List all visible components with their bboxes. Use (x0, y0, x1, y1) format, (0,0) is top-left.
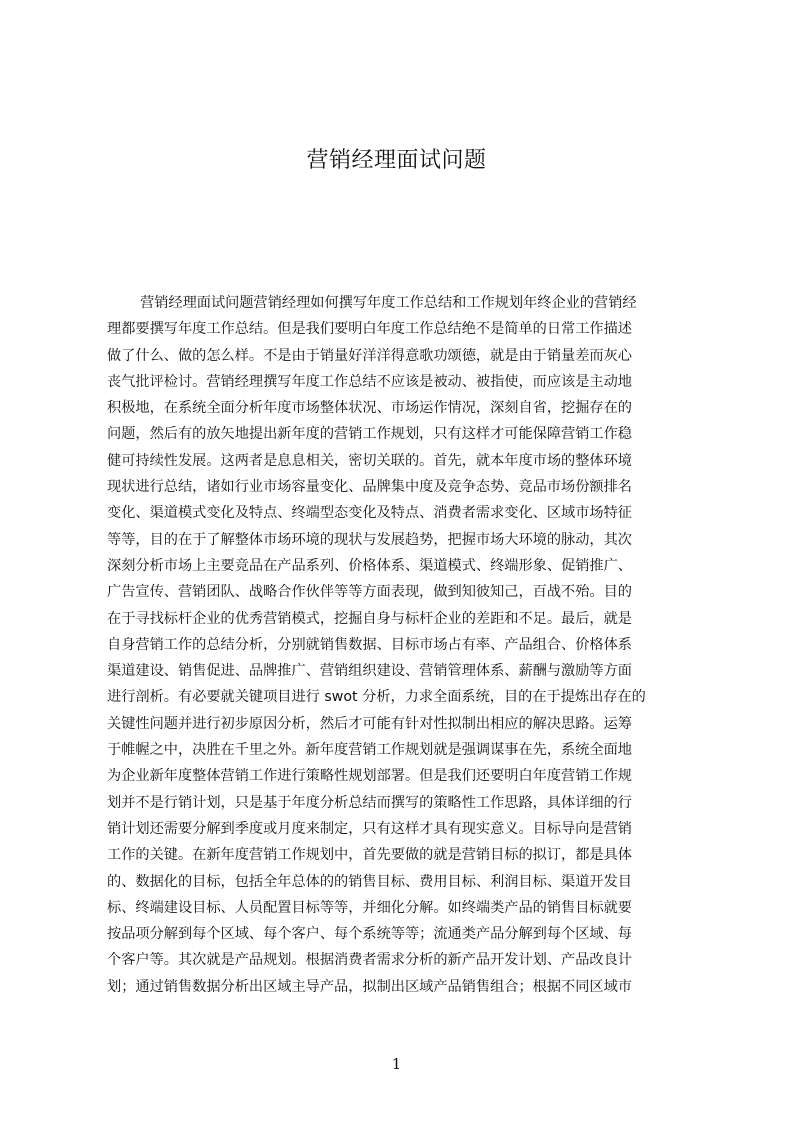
text-line: 丧气批评检讨。营销经理撰写年度工作总结不应该是被动、被指使，而应该是主动地 (107, 373, 632, 390)
text-line: 进行剖析。有必要就关键项目进行 swot 分析，力求全面系统，目的在于提炼出存在的 (107, 689, 646, 706)
text-line: 现状进行总结，诸如行业市场容量变化、品牌集中度及竞争态势、竞品市场份额排名 (107, 479, 632, 496)
page-number: 1 (391, 1055, 402, 1073)
text-line: 问题，然后有的放矢地提出新年度的营销工作规划，只有这样才可能保障营销工作稳 (107, 426, 632, 443)
text-line: 渠道建设、销售促进、品牌推广、营销组织建设、营销管理体系、薪酬与激励等方面 (107, 663, 632, 680)
text-line: 理都要撰写年度工作总结。但是我们要明白年度工作总结绝不是简单的日常工作描述 (107, 321, 632, 338)
text-line: 自身营销工作的总结分析，分别就销售数据、目标市场占有率、产品组合、价格体系 (107, 636, 632, 653)
text-line: 为企业新年度整体营销工作进行策略性规划部署。但是我们还要明白年度营销工作规 (107, 768, 632, 785)
text-line: 标、终端建设目标、人员配置目标等等，并细化分解。如终端类产品的销售目标就要 (107, 899, 632, 916)
text-line: 在于寻找标杆企业的优秀营销模式，挖掘自身与标杆企业的差距和不足。最后，就是 (107, 610, 632, 627)
text-line: 划并不是行销计划，只是基于年度分析总结而撰写的策略性工作思路，具体详细的行 (107, 794, 632, 811)
text-line: 工作的关键。在新年度营销工作规划中，首先要做的就是营销目标的拟订，都是具体 (107, 847, 632, 864)
text-line: 变化、渠道模式变化及特点、终端型态变化及特点、消费者需求变化、区域市场特征 (107, 505, 632, 522)
text-line: 积极地，在系统全面分析年度市场整体状况、市场运作情况，深刻自省，挖掘存在的 (107, 400, 632, 417)
text-line: 于帷幄之中，决胜在千里之外。新年度营销工作规划就是强调谋事在先，系统全面地 (107, 742, 632, 759)
page-title: 营销经理面试问题 (306, 148, 487, 173)
text-line: 广告宣传、营销团队、战略合作伙伴等等方面表现，做到知彼知己，百战不殆。目的 (107, 584, 632, 601)
text-line: 做了什么、做的怎么样。不是由于销量好洋洋得意歌功颂德，就是由于销量差而灰心 (107, 347, 632, 364)
text-line: 销计划还需要分解到季度或月度来制定，只有这样才具有现实意义。目标导向是营销 (107, 820, 632, 837)
text-line: 按品项分解到每个区域、每个客户、每个系统等等；流通类产品分解到每个区域、每 (107, 926, 632, 943)
text-line: 营销经理面试问题营销经理如何撰写年度工作总结和工作规划年终企业的营销经 (140, 295, 637, 311)
body-paragraph (107, 290, 699, 1000)
text-line: 等等，目的在于了解整体市场环境的现状与发展趋势，把握市场大环境的脉动，其次 (107, 531, 632, 548)
text-line: 个客户等。其次就是产品规划。根据消费者需求分析的新产品开发计划、产品改良计 (107, 952, 632, 969)
text-line: 健可持续性发展。这两者是息息相关，密切关联的。首先，就本年度市场的整体环境 (107, 452, 632, 469)
text-line: 划；通过销售数据分析出区域主导产品，拟制出区域产品销售组合；根据不同区域市 (107, 978, 632, 995)
text-line: 深刻分析市场上主要竞品在产品系列、价格体系、渠道模式、终端形象、促销推广、 (107, 557, 632, 574)
text-line: 关键性问题并进行初步原因分析，然后才可能有针对性拟制出相应的解决思路。运筹 (107, 715, 632, 732)
text-line: 的、数据化的目标，包括全年总体的的销售目标、费用目标、利润目标、渠道开发目 (107, 873, 632, 890)
